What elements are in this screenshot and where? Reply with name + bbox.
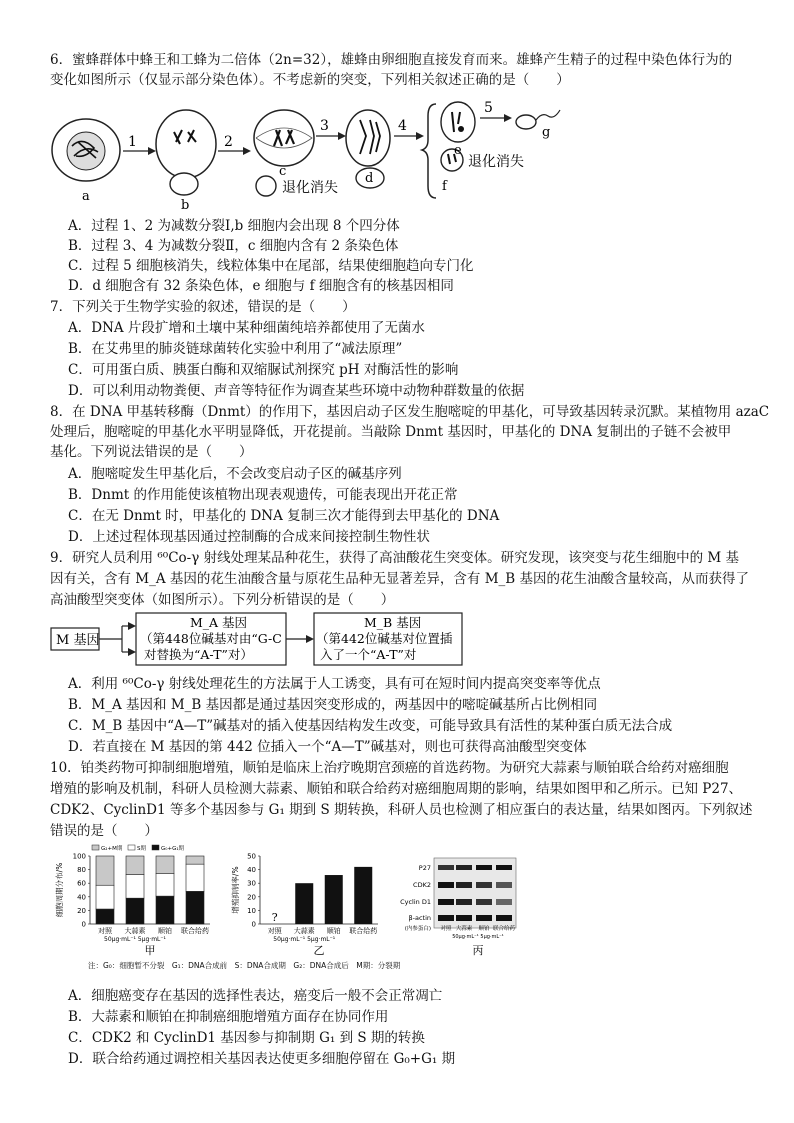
jia-bar-segment: [126, 898, 144, 924]
cell-label-g: g: [542, 125, 551, 140]
q9-option-d: D．若直接在 M 基因的第 442 位插入一个“A—T”碱基对，则也可获得高油酸型突变体: [68, 739, 587, 755]
jia-y-tick-label: 100: [72, 852, 86, 861]
figure-note: 注：G₀：细胞暂不分裂 G₁：DNA合成前 S：DNA合成期 G₂：DNA合成后 M期：分裂期: [88, 961, 401, 970]
q6-option-d: D．d 细胞含有 32 条染色体，e 细胞与 f 细胞含有的核基因相同: [68, 278, 454, 294]
m-gene-label: M 基因: [56, 633, 100, 648]
blot-row-cdk2: CDK2: [413, 881, 431, 889]
step-1-label: 1: [128, 134, 137, 150]
jia-x-tick-label: 大蒜素: [124, 927, 146, 935]
cell-label-c: c: [279, 164, 287, 179]
yi-y-axis-label: 增殖抑制率/%: [231, 866, 240, 914]
jia-bar-segment: [96, 909, 114, 924]
q9-option-c: C．M_B 基因中“A—T”碱基对的插入使基因结构发生改变，可能导致具有活性的某种蛋白质无法合成: [68, 718, 673, 734]
disappear-label-f: 退化消失: [468, 154, 524, 170]
jia-x-tick-label: 顺铂: [158, 927, 172, 935]
cell-c: [254, 110, 314, 166]
jia-legend-swatch: [128, 845, 135, 850]
yi-y-tick-label: 50: [247, 852, 256, 861]
blot-row-p27: P27: [418, 864, 431, 872]
yi-x-tick-label: 大蒜素: [293, 927, 315, 935]
jia-bar-segment: [96, 885, 114, 909]
ma-gene-title: M_A 基因: [190, 615, 248, 630]
cell-e: [441, 102, 475, 142]
yi-y-tick-label: 30: [247, 879, 256, 888]
blot-bing: [396, 854, 534, 958]
q10-stem-line4: 错误的是（ ）: [50, 823, 158, 839]
cell-label-e: e: [454, 143, 462, 158]
jia-bar-segment: [186, 864, 204, 891]
cell-b: [156, 110, 216, 195]
blot-row-cyclind1: Cyclin D1: [400, 898, 431, 906]
jia-bar-segment: [126, 874, 144, 898]
jia-bar-segment: [186, 891, 204, 924]
mb-gene-desc2: 入了一个“A-T”对: [320, 647, 417, 662]
q6-option-c: C．过程 5 细胞核消失，线粒体集中在尾部，结果使细胞趋向专门化: [68, 258, 474, 274]
q8-stem-line2: 处理后，胞嘧啶的甲基化水平明显降低，开花提前。当敲除 Dnmt 基因时，甲基化的 DNA 复制出的子链不会被甲: [50, 424, 732, 440]
q9-stem-line3: 高油酸型突变体（如图所示）。下列分析错误的是（ ）: [50, 592, 395, 608]
cell-label-a: a: [82, 189, 90, 204]
jia-x-tick-label: 对照: [98, 927, 112, 935]
yi-y-tick-label: 10: [247, 906, 256, 915]
blot-group-3: 顺铂: [478, 926, 490, 932]
jia-legend-label: G₂+M期: [101, 846, 123, 852]
chart-yi-inhibition: [230, 842, 390, 960]
q10-option-c: C．CDK2 和 CyclinD1 基因参与抑制期 G₁ 到 S 期的转换: [68, 1030, 425, 1046]
jia-bar-segment: [156, 874, 174, 896]
yi-bar: [295, 883, 313, 924]
q9-gene-diagram: [50, 612, 470, 668]
jia-bar-segment: [96, 856, 114, 885]
yi-x-tick-label: 联合给药: [349, 927, 378, 935]
cell-a: [52, 119, 120, 181]
q7-option-b: B．在艾弗里的肺炎链球菌转化实验中利用了“减法原理”: [68, 341, 403, 357]
jia-y-tick-label: 40: [77, 893, 86, 902]
q8-option-d: D．上述过程体现基因通过控制酶的合成来间接控制生物性状: [68, 529, 430, 545]
jia-legend-label: S期: [137, 846, 146, 852]
chart-jia-cell-cycle: [54, 842, 230, 960]
ma-gene-desc2: 对替换为“A-T”对）: [144, 647, 253, 662]
polar-body-circle: [256, 176, 276, 196]
blot-group-1: 对照: [440, 926, 452, 932]
q8-option-c: C．在无 Dnmt 时，甲基化的 DNA 复制三次才能得到去甲基化的 DNA: [68, 508, 500, 524]
q9-stem-line2: 因有关，含有 M_A 基因的花生油酸含量与原花生品种无显著差异，含有 M_B 基因的花生油酸含量较高，从而获得了: [50, 571, 749, 587]
jia-x-tick-label: 联合给药: [181, 927, 209, 935]
q8-stem-line1: 8．在 DNA 甲基转移酶（Dnmt）的作用下，基因启动子区发生胞嘧啶的甲基化，可导致基因转录沉默。某植物用 azaC: [50, 404, 770, 420]
yi-y-tick-label: 20: [247, 893, 256, 902]
jia-dose-label: 50μg·mL⁻¹ 5μg·mL⁻¹: [104, 936, 166, 943]
yi-bar: [354, 867, 372, 924]
q7-option-d: D．可以利用动物粪便、声音等特征作为调查某些环境中动物种群数量的依据: [68, 383, 525, 399]
ma-gene-desc1: （第448位碱基对由“G-C: [140, 631, 282, 646]
q6-option-b: B．过程 3、4 为减数分裂Ⅱ，c 细胞内含有 2 条染色体: [68, 238, 399, 254]
blot-figure-label: 丙: [472, 944, 484, 957]
jia-y-tick-label: 60: [77, 879, 86, 888]
q7-stem: 7．下列关于生物学实验的叙述，错误的是（ ）: [50, 299, 356, 315]
q8-option-b: B．Dnmt 的作用能使该植物出现表观遗传，可能表现出开花正常: [68, 487, 458, 503]
jia-figure-label: 甲: [144, 944, 156, 957]
yi-bar: [325, 875, 343, 924]
blot-group-2: 大蒜素: [455, 926, 473, 932]
jia-bar-segment: [156, 856, 174, 874]
step-5-label: 5: [484, 100, 493, 116]
jia-legend-label: G₀+G₁期: [161, 846, 185, 852]
mb-gene-desc1: （第442位碱基对位置插: [316, 631, 453, 646]
yi-y-tick-label: 0: [251, 920, 256, 929]
mb-gene-title: M_B 基因: [364, 615, 422, 630]
q8-stem-line3: 基化。下列说法错误的是（ ）: [50, 444, 253, 460]
q9-stem-line1: 9．研究人员利用 ⁶⁰Co-γ 射线处理某品种花生，获得了高油酸花生突变体。研究发现，该突变与花生细胞中的 M 基: [50, 550, 739, 566]
q10-option-a: A．细胞癌变存在基因的选择性表达，癌变后一般不会正常凋亡: [68, 988, 443, 1004]
blot-ref-label: (内参蛋白): [404, 926, 431, 932]
step-3-label: 3: [320, 118, 329, 134]
cell-label-f: f: [442, 179, 447, 194]
step-2-label: 2: [224, 134, 233, 150]
q10-stem-line2: 增殖的影响及机制，科研人员检测大蒜素、顺铂和联合给药对癌细胞周期的影响，结果如图甲和乙所示。已知 P27、: [50, 781, 743, 797]
step-4-label: 4: [398, 118, 407, 134]
q10-stem-line3: CDK2、CyclinD1 等多个基因参与 G₁ 期到 S 期转换，科研人员也检测了相应蛋白的表达量，结果如图丙。下列叙述: [50, 802, 753, 818]
jia-bar-segment: [186, 856, 204, 864]
q6-meiosis-figure: [48, 96, 568, 214]
q9-option-b: B．M_A 基因和 M_B 基因都是通过基因突变形成的，两基因中的嘧啶碱基所占比例相同: [68, 697, 598, 713]
yi-dose-label: 50μg·mL⁻¹ 5μg·mL⁻¹: [273, 936, 336, 943]
yi-unknown-marker: ?: [271, 911, 278, 924]
jia-y-tick-label: 20: [77, 906, 86, 915]
yi-x-tick-label: 对照: [267, 927, 282, 935]
disappear-label-c: 退化消失: [282, 180, 338, 196]
jia-bar-segment: [126, 856, 144, 874]
yi-x-tick-label: 顺铂: [326, 927, 341, 935]
jia-bar-segment: [156, 896, 174, 924]
jia-y-tick-label: 80: [77, 866, 86, 875]
jia-legend-swatch: [152, 845, 159, 850]
q9-option-a: A．利用 ⁶⁰Co-γ 射线处理花生的方法属于人工诱变，具有可在短时间内提高突变率等优点: [68, 676, 601, 692]
jia-legend-swatch: [92, 845, 99, 850]
q6-stem-line1: 6．蜜蜂群体中蜂王和工蜂为二倍体（2n=32），雄蜂由卵细胞直接发育而来。雄蜂产生精子的过程中染色体行为的: [50, 52, 733, 68]
blot-dose-label: 50μg·mL⁻¹ 5μg·mL⁻¹: [452, 934, 504, 940]
q10-option-b: B．大蒜素和顺铂在抑制癌细胞增殖方面存在协同作用: [68, 1009, 389, 1025]
yi-y-tick-label: 40: [247, 866, 256, 875]
cell-label-d: d: [365, 171, 374, 186]
q6-stem-line2: 变化如图所示（仅显示部分染色体）。不考虑新的突变，下列相关叙述正确的是（ ）: [50, 72, 570, 88]
blot-group-4: 联合给药: [492, 926, 516, 932]
q10-option-d: D．联合给药通过调控相关基因表达使更多细胞停留在 G₀+G₁ 期: [68, 1051, 456, 1067]
yi-figure-label: 乙: [313, 944, 325, 957]
cell-g: [516, 110, 560, 129]
cell-label-b: b: [181, 198, 190, 213]
blot-row-actin: β-actin: [408, 914, 431, 922]
q6-option-a: A．过程 1、2 为减数分裂Ⅰ,b 细胞内会出现 8 个四分体: [68, 218, 400, 234]
q8-option-a: A．胞嘧啶发生甲基化后，不会改变启动子区的碱基序列: [68, 466, 402, 482]
q10-stem-line1: 10．铂类药物可抑制细胞增殖，顺铂是临床上治疗晚期宫颈癌的首选药物。为研究大蒜素与顺铂联合给药对癌细胞: [50, 760, 729, 776]
q7-option-a: A．DNA 片段扩增和土壤中某种细菌纯培养都使用了无菌水: [68, 320, 425, 336]
q7-option-c: C．可用蛋白质、胰蛋白酶和双缩脲试剂探究 pH 对酶活性的影响: [68, 362, 459, 378]
jia-y-tick-label: 0: [81, 920, 86, 929]
jia-y-axis-label: 细胞周期分布/%: [55, 862, 64, 918]
